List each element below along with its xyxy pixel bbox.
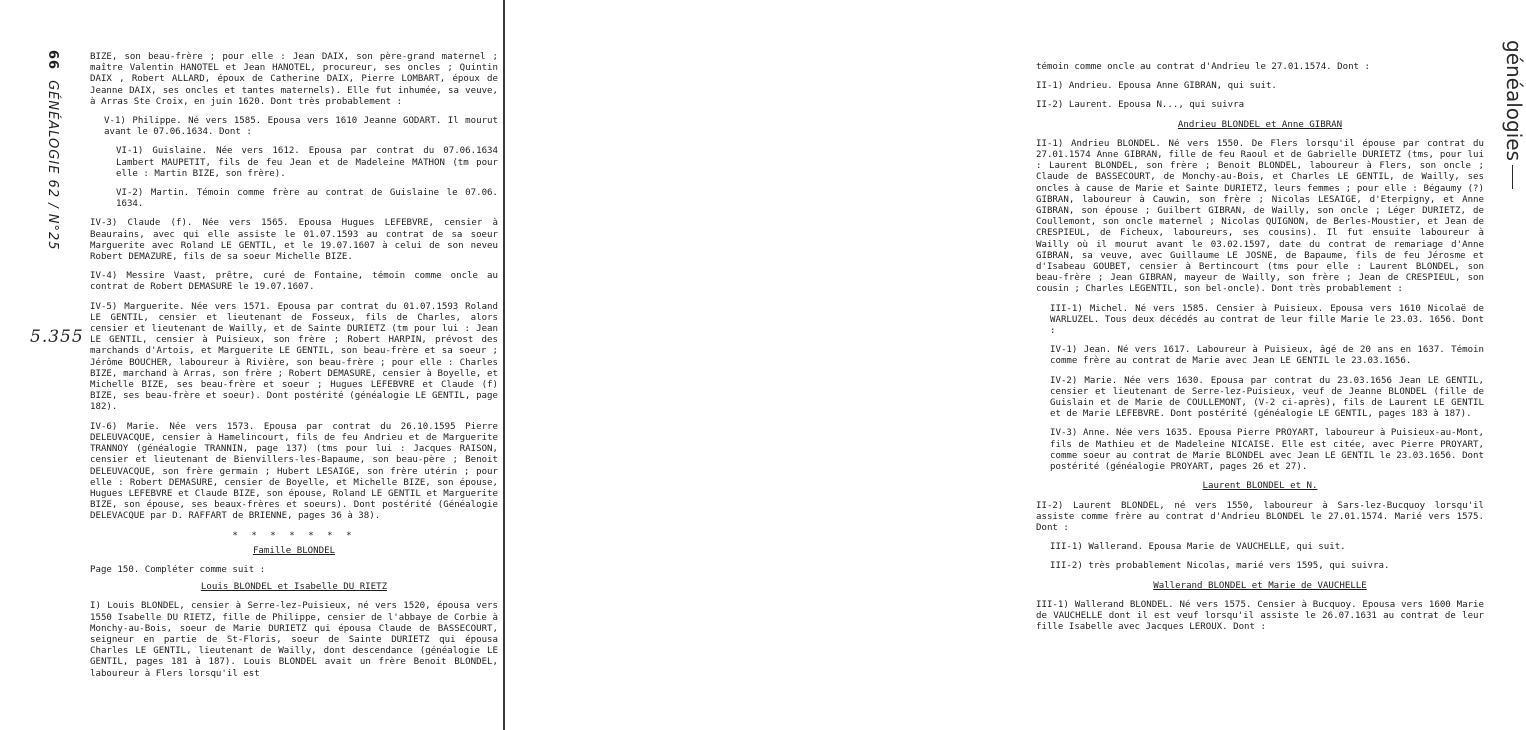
heading-andrieu-anne: Andrieu BLONDEL et Anne GIBRAN (1177, 119, 1343, 130)
left-page (0, 0, 500, 730)
page-number: 66 (45, 50, 60, 71)
left-side-caption (45, 50, 60, 251)
right-side-caption (1502, 40, 1526, 189)
section-heading-blondel: Famille BLONDEL (252, 545, 336, 556)
entry-vi2-martin: VI-2) Martin. Témoin comme frère au contrat de Guislaine le 07.06. 1634. (116, 188, 498, 210)
section-divider-stars: * * * * * * * (232, 530, 356, 541)
journal-title: GÉNÉALOGIE 62 / N°25 (45, 80, 60, 251)
entry-i-louis: I) Louis BLONDEL, censier à Serre-lez-Puisieux, né vers 1520, épousa vers 1550 Isabelle DU RIETZ, fille de Philippe, censier de l'abbaye de Corbie à Monchy-au-Bois, soeur de Marie DURIETZ qui épousa Claude de BASSECOURT, seigneur en partie de St-Floris, soeur de Sainte DURIETZ qui épousa Charles LE GENTIL, lieutenant de Wailly, dont descendance (généalogie LE GENTIL, pages 181 à 187). Louis BLONDEL avait un frère Benoit BLONDEL, laboureur à Flers lorsqu'il est (90, 601, 498, 679)
page-gutter (503, 0, 505, 730)
entry-iii1-michel: III-1) Michel. Né vers 1585. Censier à Puisieux. Epousa vers 1610 Nicolaë de WARLUZEL. Tous deux décédés au contrat de leur fille Marie le 23.03. 1656. Dont : (1050, 303, 1484, 337)
entry-iv6-marie: IV-6) Marie. Née vers 1573. Epousa par contrat du 26.10.1595 Pierre DELEUVACQUE, censier à Hamelincourt, fils de feu Andrieu et de Marguerite TRANNOY (généalogie TRANNIN, page 137) (tms pour lui : Jacques RAISON, censier et lieutenant de Bienvillers-les-Bapaume, son beau-père ; Benoit DELEUVACQUE, son frère germain ; Hubert LESAIGE, son frère utérin ; pour elle : Robert DEMASURE, censier de Boyelle, et Michelle BIZE, son épouse, Hugues LEFEBVRE et Claude BIZE, son épouse, Roland LE GENTIL et Marguerite BIZE, son épouse, ses beaux-frères et soeurs). Dont postérité (Généalogie DELEVACQUE par D. RAFFART de BRIENNE, pages 36 à 38). (90, 421, 498, 522)
entry-iv4-vaast: IV-4) Messire Vaast, prêtre, curé de Fontaine, témoin comme oncle au contrat de Robert DEMASURE le 19.07.1607. (90, 271, 498, 293)
right-column (1036, 62, 1484, 633)
heading-laurent: Laurent BLONDEL et N. (1202, 481, 1318, 492)
entry-ii2-laurent-short: II-2) Laurent. Epousa N..., qui suivra (1036, 100, 1245, 111)
entry-ii1-andrieu: II-1) Andrieu BLONDEL. Né vers 1550. De Flers lorsqu'il épouse par contrat du 27.01.1574 Anne GIBRAN, fille de feu Raoul et de Gabrielle DURIETZ (tms, pour lui : Laurent BLONDEL, son frère ; Benoit BLONDEL, laboureur à Flers, son oncle ; Claude de BASSECOURT, de Monchy-au-Bois, et Charles LE GENTIL, de Wailly, ses oncles à cause de Marie et Sainte DURIETZ, leurs femmes ; pour elle : Bégaumy (?) GIBRAN, laboureur à Cauwin, son frère ; Nicolas LESAIGE, d'Eterpigny, et Anne GIBRAN, son épouse ; Guilbert GIBRAN, de Wailly, son oncle ; Léger DURIETZ, de Coullemont, son oncle maternel ; Nicolas QUIGNON, de Berles-Moustier, et Jean de CRESPIEUL, de Ficheux, laboureurs, ses cousins). Il fut ensuite laboureur à Wailly où il mourut avant le 03.02.1597, date du contrat de remariage d'Anne GIBRAN, sa veuve, avec Guillaume LE JOSNE, de Bapaume, fils de feu Jérosme et d'Isabeau GOUBET, censier à Bertincourt (tms pour elle : Laurent BLONDEL, son beau-frère ; Jean GIBRAN, mayeur de Wailly, son frère ; Jean de CRESPIEUL, son cousin ; Charles LEGENTIL, son bel-oncle). Dont très probablement : (1036, 138, 1484, 295)
heading-wallerand-marie: Wallerand BLONDEL et Marie de VAUCHELLE (1153, 580, 1367, 591)
magazine-name: généalogies (1502, 40, 1526, 162)
left-column (90, 52, 498, 680)
entry-iii1-wallerand-short: III-1) Wallerand. Epousa Marie de VAUCHELLE, qui suit. (1050, 542, 1346, 553)
entry-iii1-wallerand: III-1) Wallerand BLONDEL. Né vers 1575. Censier à Bucquoy. Epousa vers 1600 Marie de VAUCHELLE dont il est veuf lorsqu'il assiste le 26.07.1631 au contrat de leur fille Isabelle avec Jacques LEROUX. Dont : (1036, 599, 1484, 633)
page-note: Page 150. Compléter comme suit : (90, 564, 266, 575)
margin-annotation: 5.355 (30, 327, 84, 347)
entry-iv3-claude: IV-3) Claude (f). Née vers 1565. Epousa Hugues LEFEBVRE, censier à Beaurains, avec qui elle assiste le 01.07.1593 au contrat de sa soeur Marguerite avec Roland LE GENTIL, et le 19.07.1607 à celui de son neveu Robert DEMAZURE, fils de sa soeur Michelle BIZE. (90, 218, 498, 263)
right-page (508, 0, 1526, 730)
entry-iv1-jean: IV-1) Jean. Né vers 1617. Laboureur à Puisieux, âgé de 20 ans en 1637. Témoin comme frère au contrat de Marie avec Jean LE GENTIL le 23.03.1656. (1050, 345, 1484, 367)
entry-iv5-marguerite: IV-5) Marguerite. Née vers 1571. Epousa par contrat du 01.07.1593 Roland LE GENTIL, censier et lieutenant de Fosseux, fils de Charles, alors censier et lieutenant de Wailly, et de Sainte DURIETZ (tm pour lui : Jean LE GENTIL, censier à Puisieux, son frère ; Robert HARPIN, prévost des marchands d'Artois, et Marguerite LE GENTIL, son beau-frère et sa soeur ; Jérôme BOUCHER, laboureur à Rivière, son beau-frère ; pour elle : Charles BIZE, marchand à Arras, son frère ; Robert DEMASURE, censier à Boyelle, et Michelle BIZE, ses beau-frère et soeur ; Hugues LEFEBVRE et Claude (f) BIZE, ses beau-frère et soeur). Dont postérité (généalogie LE GENTIL, page 182). (90, 301, 498, 413)
entry-iii2-nicolas: III-2) très probablement Nicolas, marié vers 1595, qui suivra. (1050, 561, 1390, 572)
entry-iv2-marie: IV-2) Marie. Née vers 1630. Epousa par contrat du 23.03.1656 Jean LE GENTIL, censier et lieutenant de Serre-lez-Puisieux, veuf de Jeanne BLONDEL (fille de Guislain et de Marie de COULLEMONT, (V-2 ci-après), fils de Laurent LE GENTIL et de Marie LEFEBVRE. Dont postérité (généalogie LE GENTIL, pages 183 à 187). (1050, 375, 1484, 420)
couple-heading-louis-isabelle: Louis BLONDEL et Isabelle DU RIETZ (200, 582, 388, 593)
entry-bize-continuation: BIZE, son beau-frère ; pour elle : Jean DAIX, son père-grand maternel ; maître Valentin HANOTEL et Jean HANOTEL, procureur, ses oncles ; Quintin DAIX , Robert ALLARD, époux de Catherine DAIX, Pierre LOMBART, époux de Jeanne DAIX, ses oncles et tantes maternels). Elle fut inhumée, sa veuve, à Arras Ste Croix, en juin 1620. Dont très probablement : (90, 52, 498, 107)
entry-ii2-laurent: II-2) Laurent BLONDEL, né vers 1550, laboureur à Sars-lez-Bucquoy lorsqu'il assiste comme frère au contrat d'Andrieu BLONDEL le 27.01.1574. Marié vers 1575. Dont : (1036, 500, 1484, 533)
entry-vi1-guislaine: VI-1) Guislaine. Née vers 1612. Epousa par contrat du 07.06.1634 Lambert MAUPETIT, fils de feu Jean et de Madeleine MATHON (tm pour elle : Martin BIZE, son frère). (116, 146, 498, 179)
entry-ii1-andrieu-short: II-1) Andrieu. Epousa Anne GIBRAN, qui suit. (1036, 81, 1277, 92)
entry-witness-continuation: témoin comme oncle au contrat d'Andrieu le 27.01.1574. Dont : (1036, 62, 1370, 72)
entry-iv3-anne: IV-3) Anne. Née vers 1635. Epousa Pierre PROYART, laboureur à Puisieux-au-Mont, fils de Mathieu et de Madeleine NICAISE. Elle est citée, avec Pierre PROYART, comme soeur au contrat de Marie BLONDEL avec Jean LE GENTIL le 23.03.1656. Dont postérité (généalogie PROYART, pages 26 et 27). (1050, 428, 1484, 473)
entry-v1-philippe: V-1) Philippe. Né vers 1585. Epousa vers 1610 Jeanne GODART. Il mourut avant le 07.06.1634. Dont : (104, 116, 498, 138)
